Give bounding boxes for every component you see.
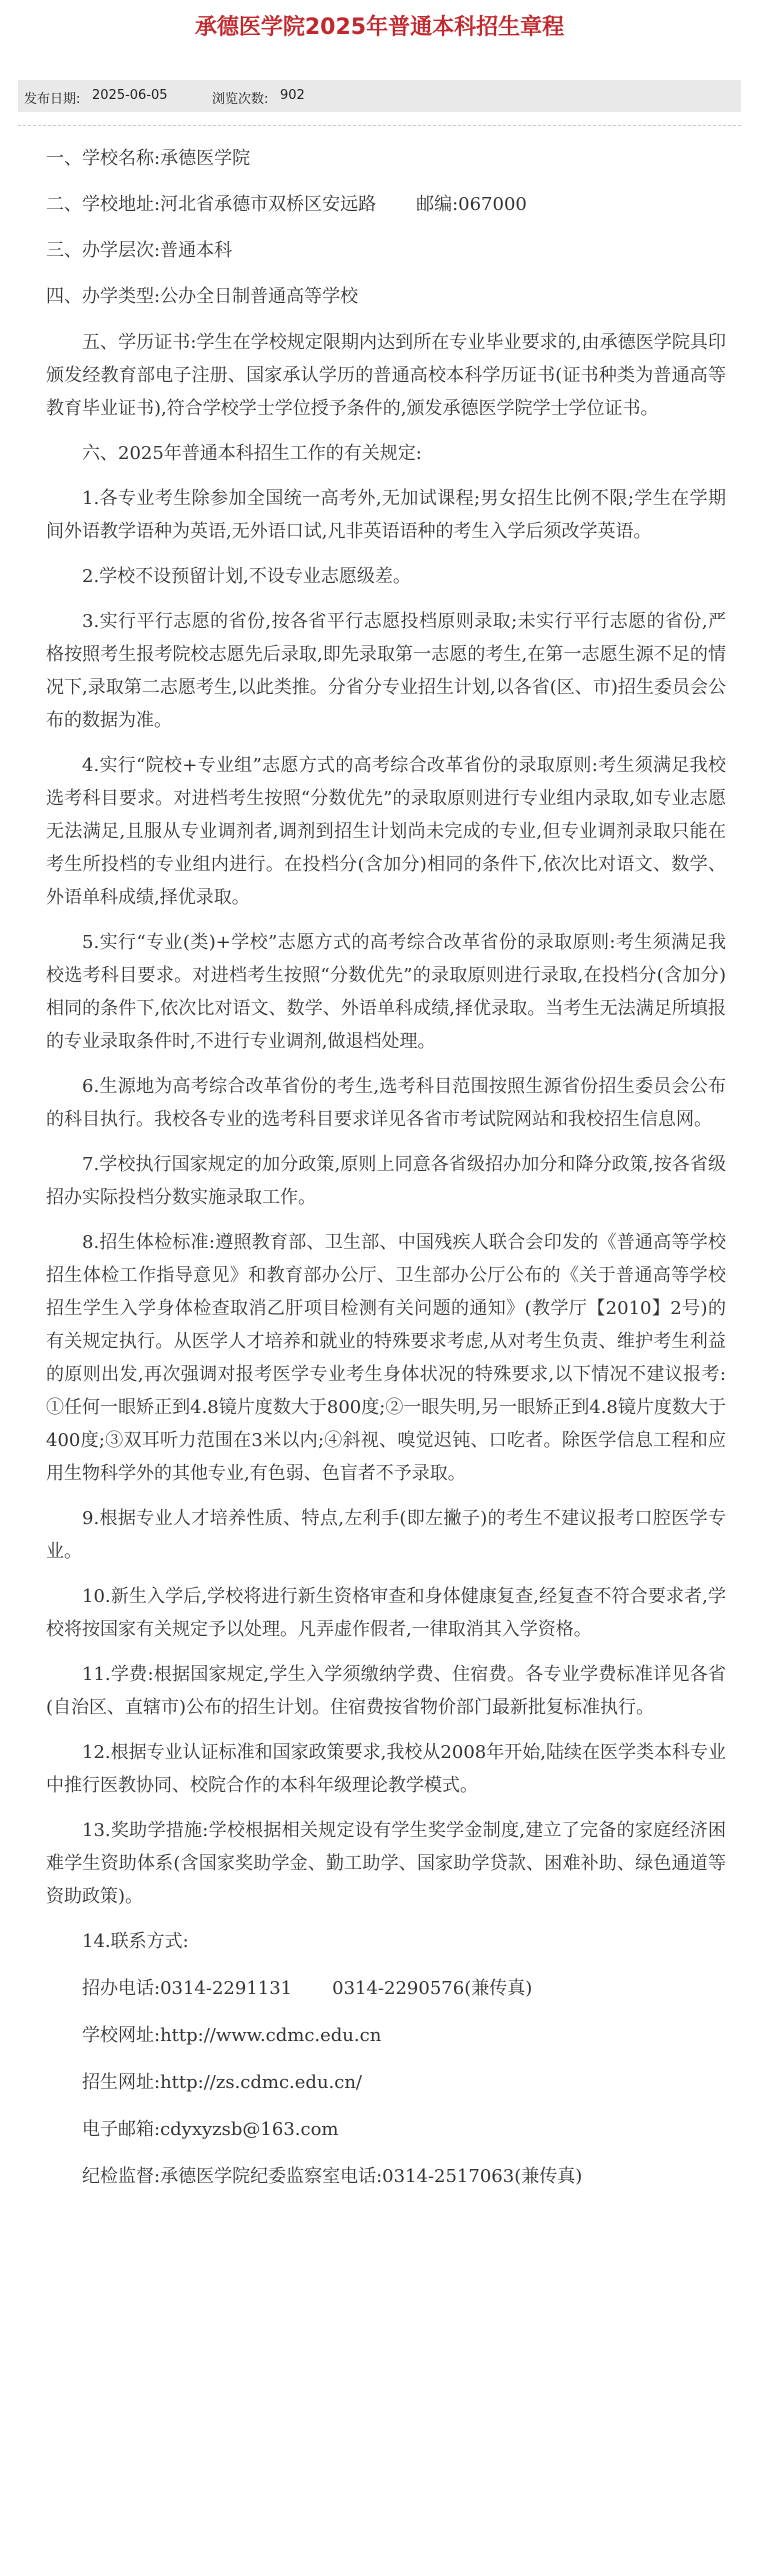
jiwei-contact: 承德医学院纪委监察室电话:0314-2517063(兼传真) [160, 2166, 583, 2187]
paragraph-rules-heading: 六、2025年普通本科招生工作的有关规定: [82, 443, 422, 464]
rule-9: 9.根据专业人才培养性质、特点,左利手(即左撇子)的考生不建议报考口腔医学专业。 [46, 1508, 726, 1562]
school-level: 普通本科 [160, 240, 233, 261]
phone-2: 0314-2290576(兼传真) [332, 1978, 533, 1999]
contact-site-row [46, 2019, 726, 2052]
school-level-label: 三、办学层次: [46, 240, 161, 261]
contact-jiwei-row [46, 2160, 726, 2193]
divider [18, 125, 741, 126]
rule-6: 6.生源地为高考综合改革省份的考生,选考科目范围按照生源省份招生委员会公布的科目执行。我校各专业的选考科目要求详见各省市考试院网站和我校招生信息网。 [46, 1076, 726, 1130]
page-title: 承德医学院2025年普通本科招生章程 [194, 15, 565, 40]
contact-zs-row [46, 2066, 726, 2099]
school-level-row [46, 234, 726, 267]
school-address: 河北省承德市双桥区安远路 [160, 194, 377, 215]
school-type-label: 四、办学类型: [46, 286, 161, 307]
views-label: 浏览次数: [212, 92, 269, 107]
rule-11: 11.学费:根据国家规定,学生入学须缴纳学费、住宿费。各专业学费标准详见各省(自治区、直辖市)公布的招生计划。住宿费按省物价部门最新批复标准执行。 [46, 1664, 726, 1718]
rule-1: 1.各专业考生除参加全国统一高考外,无加试课程;男女招生比例不限;学生在学期间外语教学语种为英语,无外语口试,凡非英语语种的考生入学后须改学英语。 [46, 488, 726, 542]
school-name-label: 一、学校名称: [46, 148, 161, 169]
school-type: 公办全日制普通高等学校 [160, 286, 359, 307]
rule-10: 10.新生入学后,学校将进行新生资格审查和身体健康复查,经复查不符合要求者,学校将按国家有关规定予以处理。凡弄虚作假者,一律取消其入学资格。 [46, 1586, 726, 1640]
site-label: 学校网址: [82, 2025, 161, 2046]
publish-date: 2025-06-05 [92, 88, 168, 103]
paragraph-certificate: 五、学历证书:学生在学校规定限期内达到所在专业毕业要求的,由承德医学院具印颁发经教育部电子注册、国家承认学历的普通高校本科学历证书(证书种类为普通高等教育毕业证书),符合学校学士学位授予条件的,颁发承德医学院学士学位证书。 [46, 332, 726, 419]
school-type-row [46, 280, 726, 313]
publish-date-label: 发布日期: [24, 92, 81, 107]
meta-bar [18, 80, 741, 112]
jiwei-label: 纪检监督: [82, 2166, 161, 2187]
postcode: 067000 [458, 194, 527, 215]
school-name: 承德医学院 [160, 148, 251, 169]
school-address-row [46, 188, 726, 221]
contact-email-row [46, 2113, 726, 2146]
rule-13: 13.奖助学措施:学校根据相关规定设有学生奖学金制度,建立了完备的家庭经济困难学生资助体系(含国家奖助学金、勤工助学、国家助学贷款、困难补助、绿色通道等资助政策)。 [46, 1820, 726, 1907]
school-name-row [46, 142, 726, 175]
phone-1: 0314-2291131 [160, 1978, 293, 1999]
rule-3: 3.实行平行志愿的省份,按各省平行志愿投档原则录取;未实行平行志愿的省份,严格按照考生报考院校志愿先后录取,即先录取第一志愿的考生,在第一志愿生源不足的情况下,录取第二志愿考生,以此类推。分省分专业招生计划,以各省(区、市)招生委员会公布的数据为准。 [46, 611, 726, 731]
phone-label: 招办电话: [82, 1978, 161, 1999]
rule-5: 5.实行“专业(类)+学校”志愿方式的高考综合改革省份的录取原则:考生须满足我校选考科目要求。对进档考生按照“分数优先”的录取原则进行录取,在投档分(含加分)相同的条件下,依次比对语文、数学、外语单科成绩,择优录取。当考生无法满足所填报的专业录取条件时,不进行专业调剂,做退档处理。 [46, 932, 726, 1052]
rule-2: 2.学校不设预留计划,不设专业志愿级差。 [82, 566, 411, 587]
email-label: 电子邮箱: [82, 2119, 161, 2140]
article-body [46, 142, 726, 2193]
views-count: 902 [280, 88, 305, 103]
rule-12: 12.根据专业认证标准和国家政策要求,我校从2008年开始,陆续在医学类本科专业中推行医教协同、校院合作的本科年级理论教学模式。 [46, 1742, 726, 1796]
email-link[interactable]: cdyxyzsb@163.com [160, 2119, 339, 2140]
school-website-link[interactable]: http://www.cdmc.edu.cn [160, 2025, 382, 2046]
contact-phone-row [46, 1972, 726, 2005]
admissions-website-link[interactable]: http://zs.cdmc.edu.cn/ [160, 2072, 362, 2093]
school-address-label: 二、学校地址: [46, 194, 161, 215]
zs-label: 招生网址: [82, 2072, 161, 2093]
contact-heading: 14.联系方式: [82, 1931, 189, 1952]
postcode-label: 邮编: [416, 194, 459, 215]
rule-4: 4.实行“院校+专业组”志愿方式的高考综合改革省份的录取原则:考生须满足我校选考科目要求。对进档考生按照“分数优先”的录取原则进行专业组内录取,如专业志愿无法满足,且服从专业调剂者,调剂到招生计划尚未完成的专业,但专业调剂录取只能在考生所投档的专业组内进行。在投档分(含加分)相同的条件下,依次比对语文、数学、外语单科成绩,择优录取。 [46, 755, 726, 908]
rule-8: 8.招生体检标准:遵照教育部、卫生部、中国残疾人联合会印发的《普通高等学校招生体检工作指导意见》和教育部办公厅、卫生部办公厅公布的《关于普通高等学校招生学生入学身体检查取消乙肝项目检测有关问题的通知》(教学厅【2010】2号)的有关规定执行。从医学人才培养和就业的特殊要求考虑,从对考生负责、维护考生利益的原则出发,再次强调对报考医学专业考生身体状况的特殊要求,以下情况不建议报考:①任何一眼矫正到4.8镜片度数大于800度;②一眼失明,另一眼矫正到4.8镜片度数大于400度;③双耳听力范围在3米以内;④斜视、嗅觉迟钝、口吃者。除医学信息工程和应用生物科学外的其他专业,有色弱、色盲者不予录取。 [46, 1232, 726, 1484]
rule-7: 7.学校执行国家规定的加分政策,原则上同意各省级招办加分和降分政策,按各省级招办实际投档分数实施录取工作。 [46, 1154, 726, 1208]
